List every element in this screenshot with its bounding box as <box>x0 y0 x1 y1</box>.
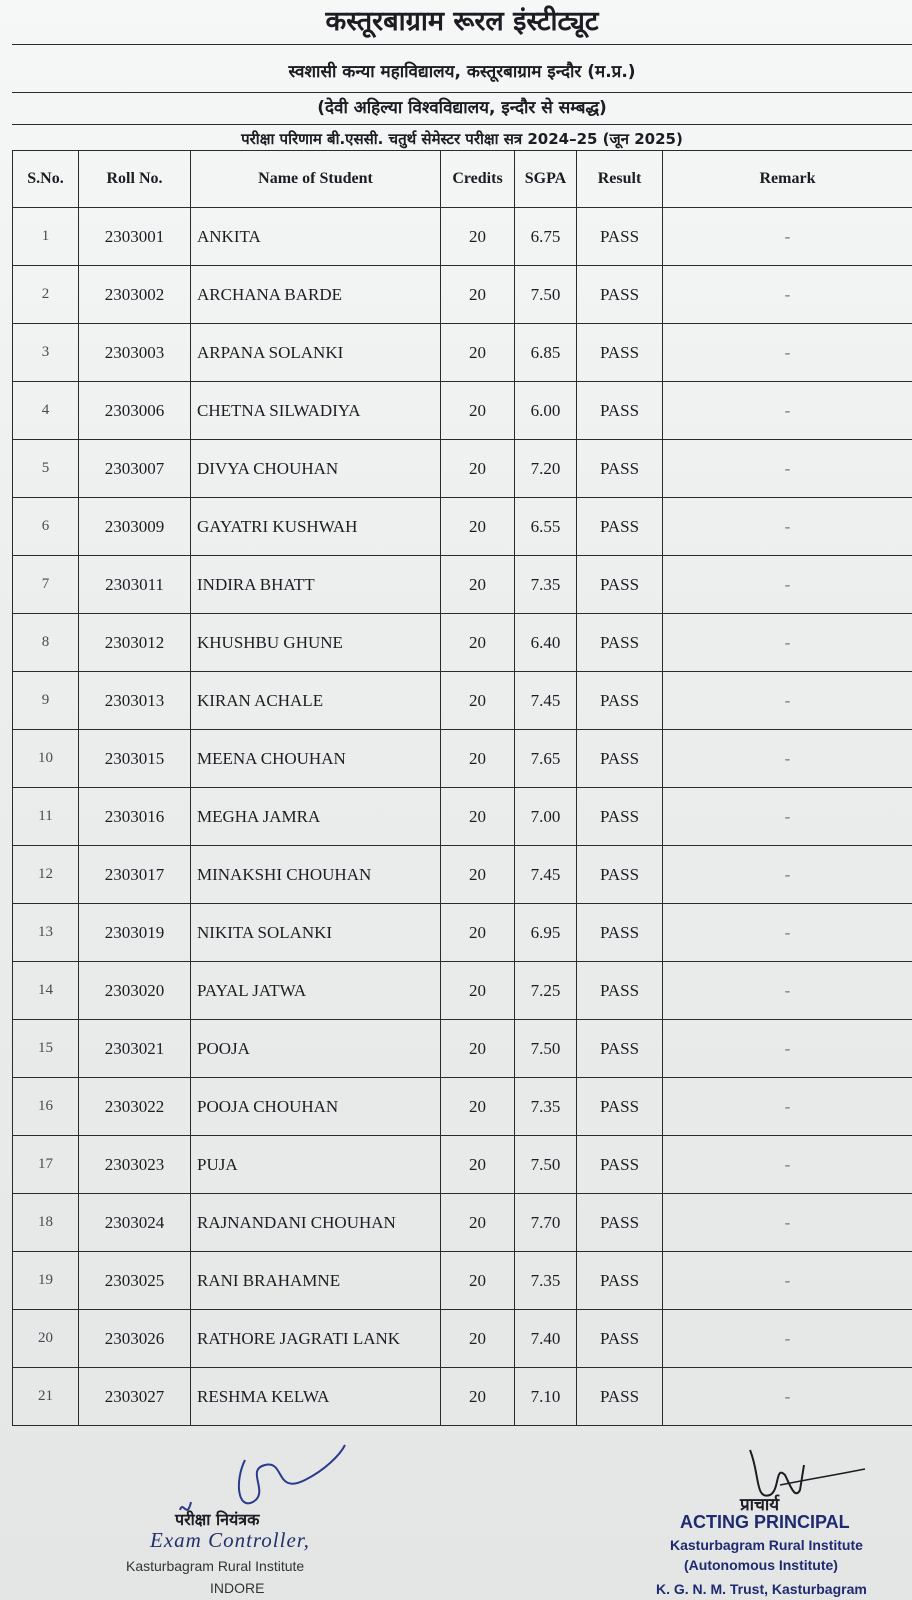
table-row <box>13 962 912 1020</box>
table-row <box>13 266 912 324</box>
col-header-credits: Credits <box>441 151 515 208</box>
cell-credits: 20 <box>441 382 515 440</box>
table-row <box>13 672 912 730</box>
cell-remark: - <box>663 1194 912 1252</box>
cell-result: PASS <box>577 1136 663 1194</box>
table-row <box>13 498 912 556</box>
cell-sgpa: 6.00 <box>515 382 577 440</box>
cell-sno: 2 <box>13 266 79 324</box>
cell-credits: 20 <box>441 730 515 788</box>
cell-remark: - <box>663 266 912 324</box>
cell-sgpa: 7.35 <box>515 556 577 614</box>
principal-trust: K. G. N. M. Trust, Kasturbagram <box>656 1581 867 1597</box>
table-row <box>13 1136 912 1194</box>
cell-sgpa: 7.45 <box>515 672 577 730</box>
cell-name: CHETNA SILWADIYA <box>191 382 441 440</box>
col-header-name: Name of Student <box>191 151 441 208</box>
cell-sgpa: 7.10 <box>515 1368 577 1426</box>
cell-sno: 21 <box>13 1368 79 1426</box>
cell-roll: 2303025 <box>79 1252 191 1310</box>
cell-remark: - <box>663 498 912 556</box>
cell-result: PASS <box>577 846 663 904</box>
cell-sno: 13 <box>13 904 79 962</box>
cell-result: PASS <box>577 614 663 672</box>
cell-sno: 18 <box>13 1194 79 1252</box>
cell-sgpa: 7.50 <box>515 1020 577 1078</box>
cell-sno: 4 <box>13 382 79 440</box>
cell-sgpa: 7.65 <box>515 730 577 788</box>
college-name: स्वशासी कन्या महाविद्यालय, कस्तूरबाग्राम इन्दौर (म.प्र.) <box>12 44 912 93</box>
cell-name: ANKITA <box>191 208 441 266</box>
cell-name: GAYATRI KUSHWAH <box>191 498 441 556</box>
cell-remark: - <box>663 904 912 962</box>
cell-result: PASS <box>577 324 663 382</box>
cell-sno: 14 <box>13 962 79 1020</box>
cell-roll: 2303024 <box>79 1194 191 1252</box>
cell-roll: 2303002 <box>79 266 191 324</box>
cell-roll: 2303009 <box>79 498 191 556</box>
cell-remark: - <box>663 672 912 730</box>
cell-name: NIKITA SOLANKI <box>191 904 441 962</box>
cell-name: INDIRA BHATT <box>191 556 441 614</box>
cell-name: KIRAN ACHALE <box>191 672 441 730</box>
cell-roll: 2303011 <box>79 556 191 614</box>
table-row <box>13 846 912 904</box>
cell-roll: 2303022 <box>79 1078 191 1136</box>
cell-roll: 2303013 <box>79 672 191 730</box>
cell-sgpa: 7.50 <box>515 1136 577 1194</box>
cell-result: PASS <box>577 556 663 614</box>
cell-credits: 20 <box>441 266 515 324</box>
cell-result: PASS <box>577 730 663 788</box>
cell-sno: 12 <box>13 846 79 904</box>
cell-credits: 20 <box>441 208 515 266</box>
cell-sno: 6 <box>13 498 79 556</box>
table-header-row <box>13 151 912 208</box>
cell-result: PASS <box>577 1078 663 1136</box>
cell-credits: 20 <box>441 1310 515 1368</box>
exam-controller-city: INDORE <box>210 1580 265 1596</box>
cell-credits: 20 <box>441 846 515 904</box>
cell-credits: 20 <box>441 440 515 498</box>
cell-name: PAYAL JATWA <box>191 962 441 1020</box>
cell-result: PASS <box>577 1368 663 1426</box>
cell-credits: 20 <box>441 904 515 962</box>
principal-institute: Kasturbagram Rural Institute <box>670 1537 863 1553</box>
cell-remark: - <box>663 208 912 266</box>
cell-sgpa: 7.70 <box>515 1194 577 1252</box>
cell-roll: 2303003 <box>79 324 191 382</box>
cell-sno: 17 <box>13 1136 79 1194</box>
cell-credits: 20 <box>441 1020 515 1078</box>
cell-result: PASS <box>577 1194 663 1252</box>
table-row <box>13 788 912 846</box>
principal-autonomous: (Autonomous Institute) <box>684 1557 838 1573</box>
cell-roll: 2303007 <box>79 440 191 498</box>
col-header-remark: Remark <box>663 151 912 208</box>
cell-roll: 2303016 <box>79 788 191 846</box>
cell-roll: 2303017 <box>79 846 191 904</box>
cell-sno: 3 <box>13 324 79 382</box>
cell-result: PASS <box>577 904 663 962</box>
cell-credits: 20 <box>441 1368 515 1426</box>
cell-name: MEENA CHOUHAN <box>191 730 441 788</box>
cell-credits: 20 <box>441 1078 515 1136</box>
cell-sno: 1 <box>13 208 79 266</box>
table-row <box>13 1194 912 1252</box>
cell-sno: 5 <box>13 440 79 498</box>
cell-sno: 15 <box>13 1020 79 1078</box>
table-row <box>13 614 912 672</box>
table-row <box>13 1310 912 1368</box>
table-row <box>13 1368 912 1426</box>
table-row <box>13 730 912 788</box>
exam-controller-institute: Kasturbagram Rural Institute <box>126 1558 305 1574</box>
cell-name: RATHORE JAGRATI LANK <box>191 1310 441 1368</box>
cell-name: RAJNANDANI CHOUHAN <box>191 1194 441 1252</box>
cell-remark: - <box>663 1136 912 1194</box>
cell-credits: 20 <box>441 614 515 672</box>
cell-sgpa: 7.35 <box>515 1078 577 1136</box>
cell-name: DIVYA CHOUHAN <box>191 440 441 498</box>
cell-remark: - <box>663 788 912 846</box>
cell-name: ARCHANA BARDE <box>191 266 441 324</box>
cell-name: MEGHA JAMRA <box>191 788 441 846</box>
cell-roll: 2303027 <box>79 1368 191 1426</box>
cell-remark: - <box>663 730 912 788</box>
cell-sgpa: 6.40 <box>515 614 577 672</box>
table-row <box>13 208 912 266</box>
cell-credits: 20 <box>441 672 515 730</box>
cell-credits: 20 <box>441 498 515 556</box>
exam-controller-title: Exam Controller, <box>150 1528 310 1552</box>
cell-remark: - <box>663 1310 912 1368</box>
cell-remark: - <box>663 962 912 1020</box>
table-row <box>13 1078 912 1136</box>
col-header-roll: Roll No. <box>79 151 191 208</box>
cell-remark: - <box>663 846 912 904</box>
cell-name: KHUSHBU GHUNE <box>191 614 441 672</box>
cell-sno: 11 <box>13 788 79 846</box>
cell-sgpa: 7.45 <box>515 846 577 904</box>
cell-sgpa: 7.20 <box>515 440 577 498</box>
cell-credits: 20 <box>441 556 515 614</box>
cell-result: PASS <box>577 440 663 498</box>
cell-sgpa: 7.50 <box>515 266 577 324</box>
cell-roll: 2303026 <box>79 1310 191 1368</box>
col-header-sgpa: SGPA <box>515 151 577 208</box>
cell-roll: 2303023 <box>79 1136 191 1194</box>
cell-result: PASS <box>577 788 663 846</box>
cell-sno: 7 <box>13 556 79 614</box>
cell-name: POOJA CHOUHAN <box>191 1078 441 1136</box>
cell-result: PASS <box>577 1310 663 1368</box>
cell-sgpa: 7.25 <box>515 962 577 1020</box>
cell-credits: 20 <box>441 1136 515 1194</box>
exam-controller-hindi: परीक्षा नियंत्रक <box>175 1510 260 1529</box>
cell-roll: 2303020 <box>79 962 191 1020</box>
table-row <box>13 440 912 498</box>
cell-sno: 9 <box>13 672 79 730</box>
cell-roll: 2303001 <box>79 208 191 266</box>
cell-remark: - <box>663 1078 912 1136</box>
cell-sno: 10 <box>13 730 79 788</box>
cell-result: PASS <box>577 672 663 730</box>
cell-remark: - <box>663 1020 912 1078</box>
cell-sgpa: 6.85 <box>515 324 577 382</box>
cell-result: PASS <box>577 498 663 556</box>
cell-name: RANI BRAHAMNE <box>191 1252 441 1310</box>
cell-credits: 20 <box>441 1194 515 1252</box>
cell-result: PASS <box>577 266 663 324</box>
cell-sgpa: 7.40 <box>515 1310 577 1368</box>
table-row <box>13 382 912 440</box>
cell-roll: 2303021 <box>79 1020 191 1078</box>
institute-title: कस्तूरबाग्राम रूरल इंस्टीट्यूट <box>12 0 912 45</box>
cell-name: POOJA <box>191 1020 441 1078</box>
cell-credits: 20 <box>441 1252 515 1310</box>
cell-sgpa: 6.75 <box>515 208 577 266</box>
cell-remark: - <box>663 440 912 498</box>
cell-roll: 2303006 <box>79 382 191 440</box>
principal-title: ACTING PRINCIPAL <box>680 1512 850 1532</box>
cell-sgpa: 6.55 <box>515 498 577 556</box>
cell-sno: 16 <box>13 1078 79 1136</box>
table-row <box>13 556 912 614</box>
cell-remark: - <box>663 1252 912 1310</box>
cell-remark: - <box>663 382 912 440</box>
cell-result: PASS <box>577 382 663 440</box>
table-row <box>13 1020 912 1078</box>
cell-result: PASS <box>577 1020 663 1078</box>
col-header-sno: S.No. <box>13 151 79 208</box>
cell-sgpa: 7.00 <box>515 788 577 846</box>
cell-name: PUJA <box>191 1136 441 1194</box>
table-row <box>13 1252 912 1310</box>
cell-roll: 2303012 <box>79 614 191 672</box>
cell-name: MINAKSHI CHOUHAN <box>191 846 441 904</box>
cell-sgpa: 6.95 <box>515 904 577 962</box>
cell-roll: 2303019 <box>79 904 191 962</box>
cell-sno: 19 <box>13 1252 79 1310</box>
cell-sno: 8 <box>13 614 79 672</box>
cell-credits: 20 <box>441 962 515 1020</box>
cell-name: ARPANA SOLANKI <box>191 324 441 382</box>
results-table <box>12 150 912 1426</box>
cell-roll: 2303015 <box>79 730 191 788</box>
cell-result: PASS <box>577 962 663 1020</box>
cell-name: RESHMA KELWA <box>191 1368 441 1426</box>
cell-sgpa: 7.35 <box>515 1252 577 1310</box>
table-row <box>13 904 912 962</box>
affiliation-line: (देवी अहिल्या विश्वविद्यालय, इन्दौर से सम्बद्ध) <box>12 92 912 125</box>
cell-remark: - <box>663 556 912 614</box>
exam-title: परीक्षा परिणाम बी.एससी. चतुर्थ सेमेस्टर परीक्षा सत्र 2024–25 (जून 2025) <box>241 130 683 148</box>
cell-result: PASS <box>577 1252 663 1310</box>
table-row <box>13 324 912 382</box>
cell-credits: 20 <box>441 788 515 846</box>
cell-sno: 20 <box>13 1310 79 1368</box>
cell-credits: 20 <box>441 324 515 382</box>
cell-result: PASS <box>577 208 663 266</box>
cell-remark: - <box>663 614 912 672</box>
cell-remark: - <box>663 324 912 382</box>
principal-hindi: प्राचार्य <box>740 1495 780 1515</box>
cell-remark: - <box>663 1368 912 1426</box>
col-header-result: Result <box>577 151 663 208</box>
